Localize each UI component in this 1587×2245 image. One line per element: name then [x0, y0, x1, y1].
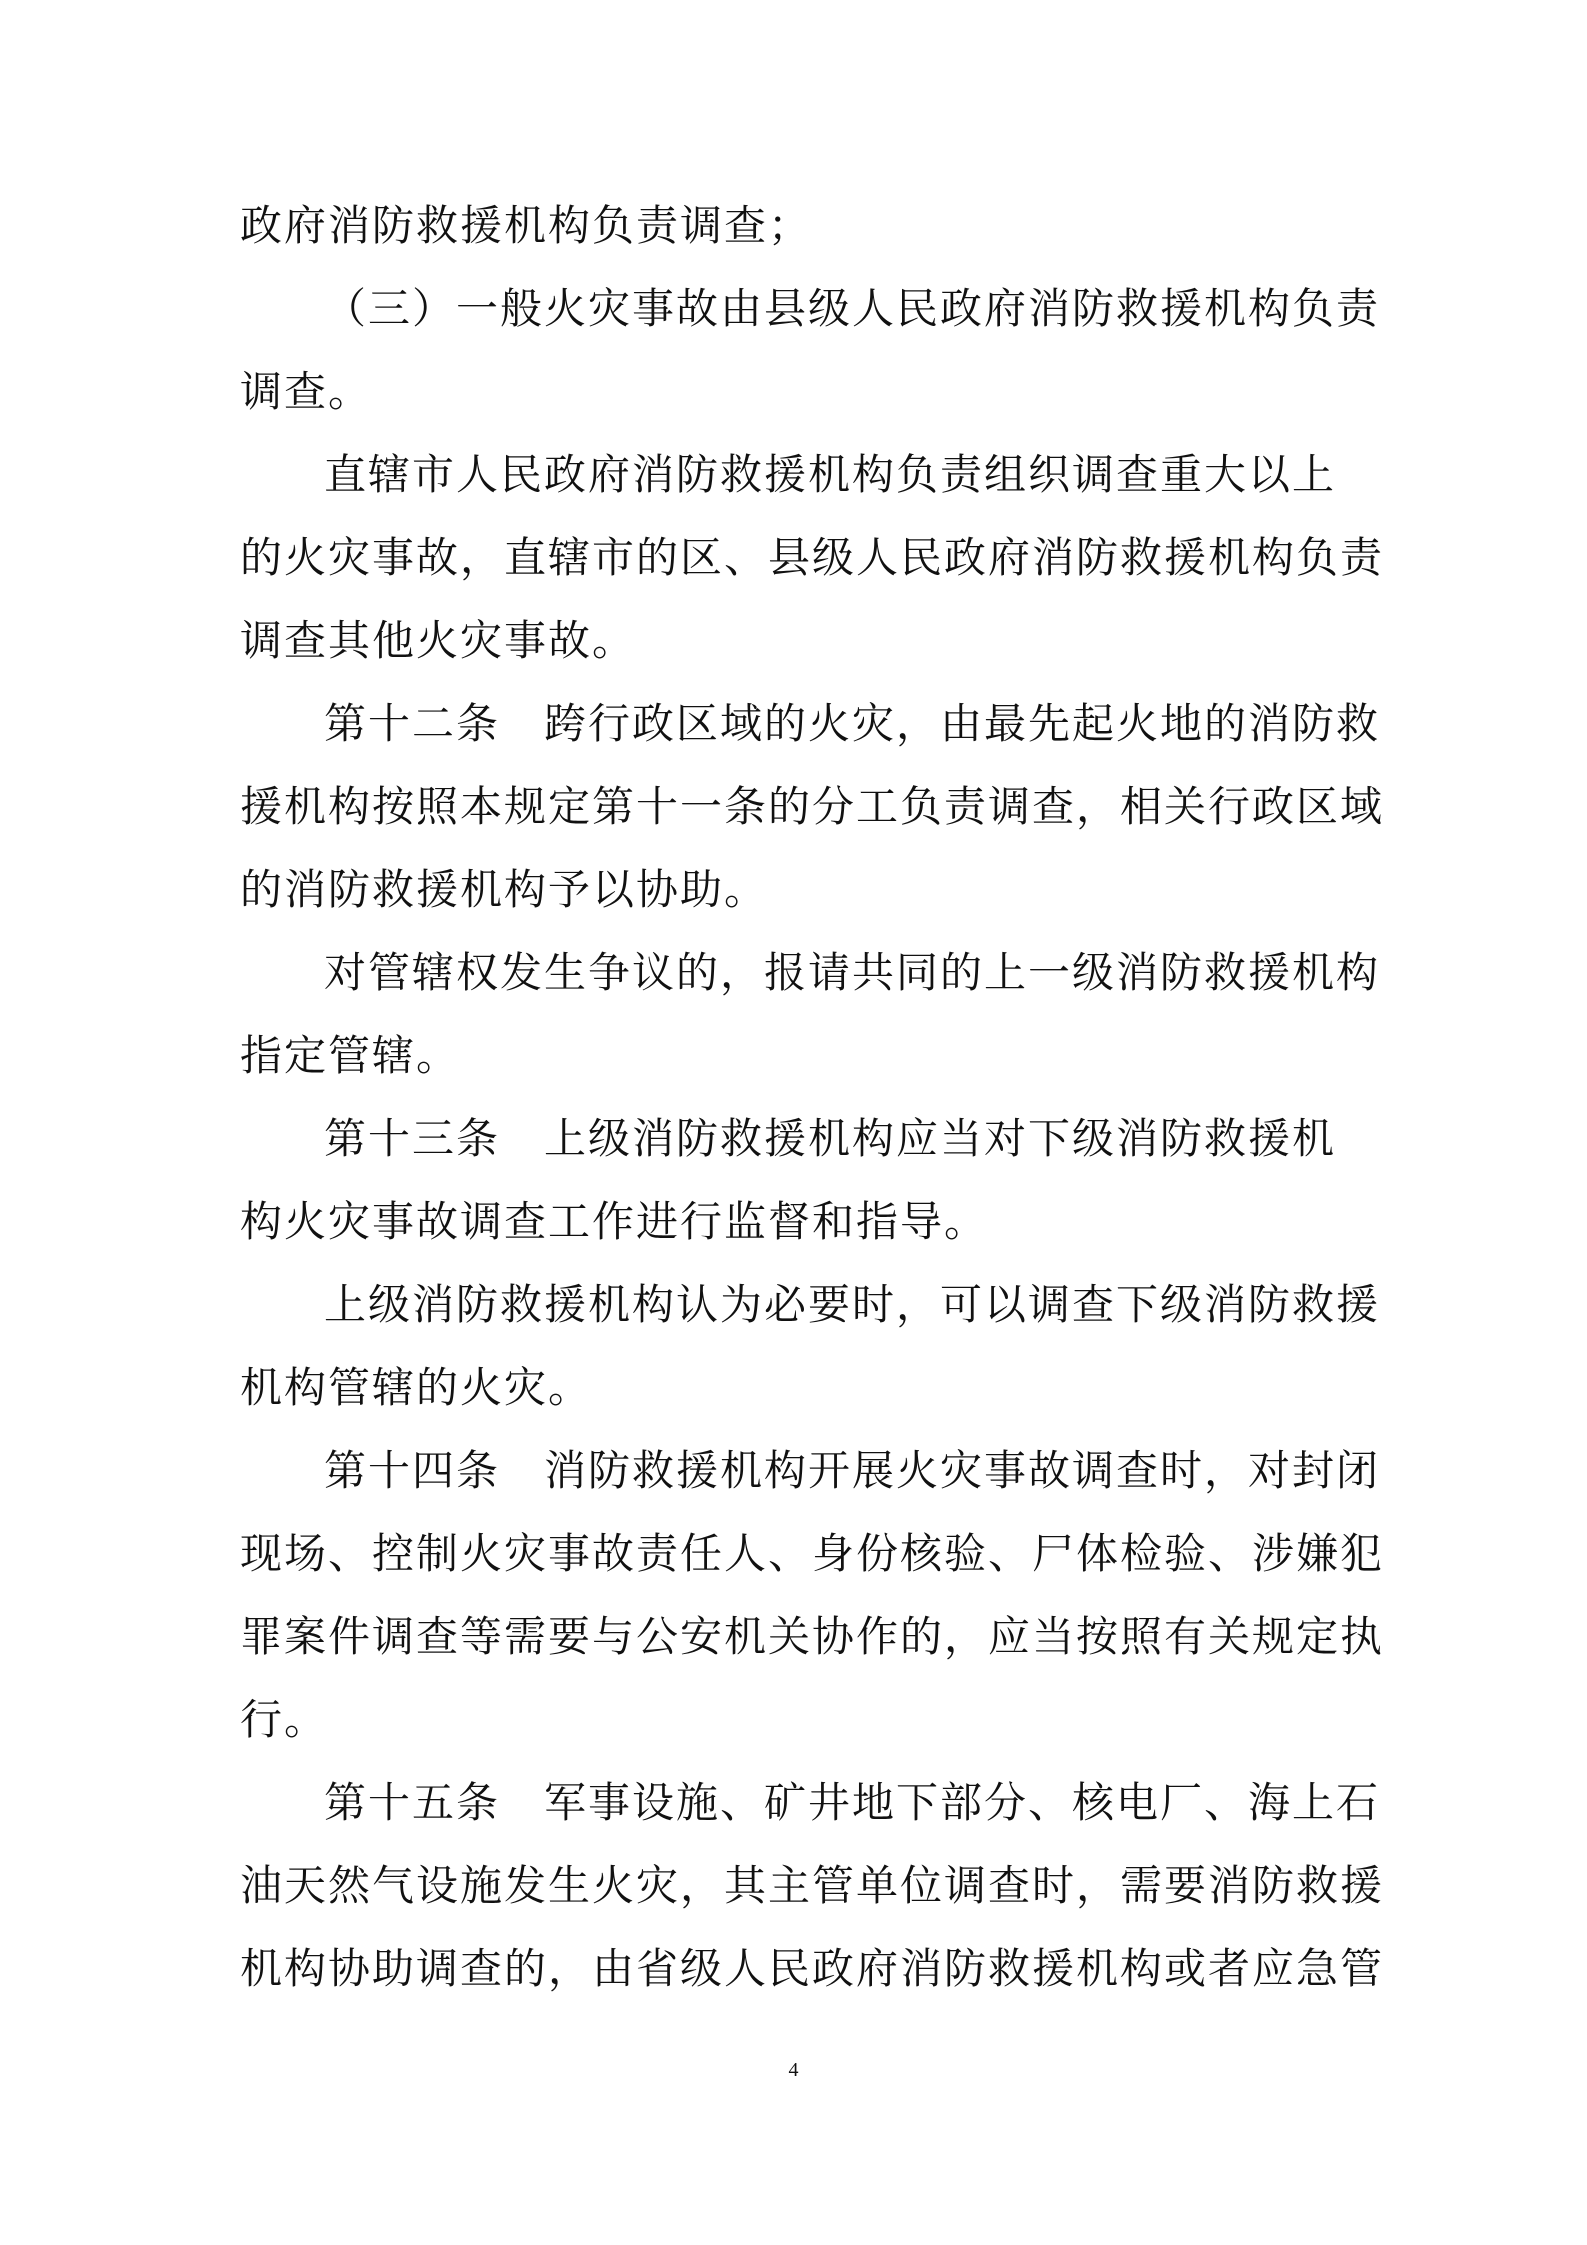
- text-line-15: 机构管辖的火灾。: [240, 1363, 593, 1412]
- text-line-9: 的消防救援机构予以协助。: [240, 865, 769, 914]
- text-line-18: 罪案件调查等需要与公安机关协作的，应当按照有关规定执: [240, 1612, 1385, 1661]
- text-line-5: 的火灾事故，直辖市的区、县级人民政府消防救援机构负责: [240, 533, 1385, 582]
- text-line-20: 第十五条 军事设施、矿井地下部分、核电厂、海上石: [324, 1778, 1381, 1827]
- text-line-10: 对管辖权发生争议的，报请共同的上一级消防救援机构: [324, 948, 1381, 997]
- text-line-14: 上级消防救援机构认为必要时，可以调查下级消防救援: [324, 1280, 1381, 1329]
- text-line-11: 指定管辖。: [240, 1031, 461, 1080]
- text-line-21: 油天然气设施发生火灾，其主管单位调查时，需要消防救援: [240, 1861, 1385, 1910]
- text-line-19: 行。: [240, 1695, 329, 1744]
- text-line-16: 第十四条 消防救援机构开展火灾事故调查时，对封闭: [324, 1446, 1381, 1495]
- text-line-13: 构火灾事故调查工作进行监督和指导。: [240, 1197, 989, 1246]
- text-line-4: 直辖市人民政府消防救援机构负责组织调查重大以上: [324, 450, 1337, 499]
- text-line-6: 调查其他火灾事故。: [240, 616, 637, 665]
- text-line-12: 第十三条 上级消防救援机构应当对下级消防救援机: [324, 1114, 1337, 1163]
- text-line-22: 机构协助调查的，由省级人民政府消防救援机构或者应急管: [240, 1944, 1385, 1993]
- text-line-8: 援机构按照本规定第十一条的分工负责调查，相关行政区域: [240, 782, 1385, 831]
- text-line-1: 政府消防救援机构负责调查；: [240, 201, 813, 250]
- text-line-17: 现场、控制火灾事故责任人、身份核验、尸体检验、涉嫌犯: [240, 1529, 1385, 1578]
- text-line-3: 调查。: [240, 367, 373, 416]
- text-line-2: （三）一般火灾事故由县级人民政府消防救援机构负责: [324, 284, 1381, 333]
- page-number: 4: [788, 2059, 799, 2081]
- text-line-7: 第十二条 跨行政区域的火灾，由最先起火地的消防救: [324, 699, 1381, 748]
